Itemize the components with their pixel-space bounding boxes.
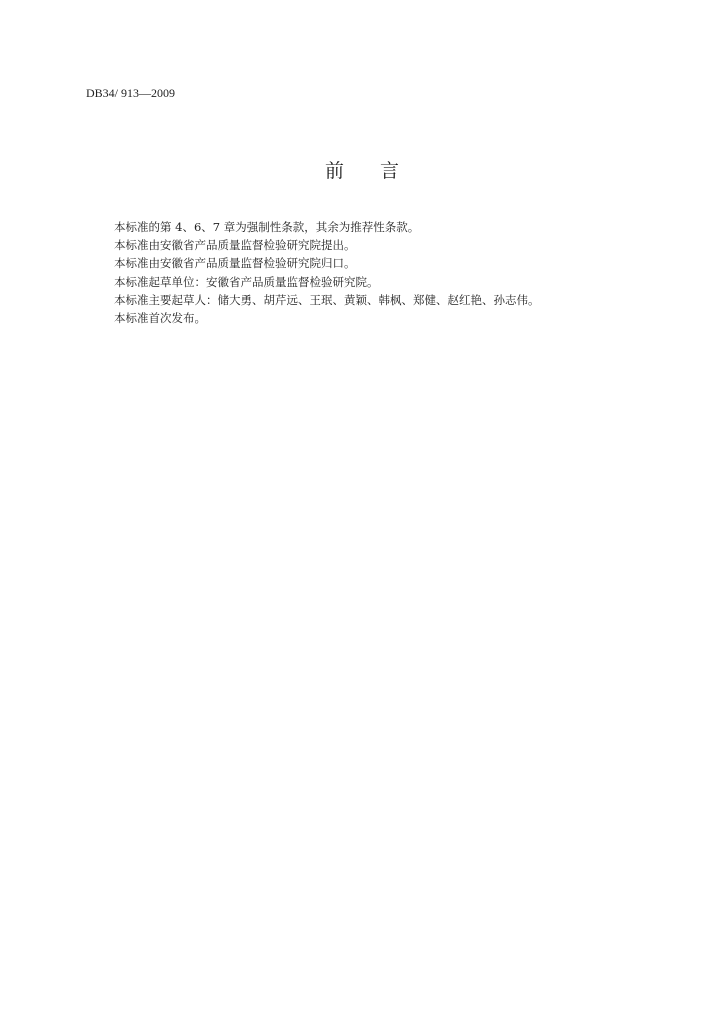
paragraph-mandatory-clauses: 本标准的第 4、6、7 章为强制性条款，其余为推荐性条款。 bbox=[114, 220, 420, 234]
title-part-1: 前 bbox=[324, 160, 344, 182]
document-code: DB34/ 913—2009 bbox=[86, 86, 176, 100]
paragraph-proposed-by: 本标准由安徽省产品质量监督检验研究院提出。 bbox=[114, 238, 356, 253]
paragraph-centralized-by: 本标准由安徽省产品质量监督检验研究院归口。 bbox=[114, 256, 356, 271]
foreword-body bbox=[114, 218, 634, 327]
paragraph-main-drafters: 本标准主要起草人：储大勇、胡芹远、王珉、黄颖、韩枫、郑健、赵红艳、孙志伟。 bbox=[114, 292, 540, 307]
title-part-2: 言 bbox=[380, 160, 400, 182]
paragraph-drafting-unit: 本标准起草单位：安徽省产品质量监督检验研究院。 bbox=[114, 274, 379, 289]
page-title bbox=[0, 156, 724, 183]
paragraph-first-release: 本标准首次发布。 bbox=[114, 311, 206, 326]
